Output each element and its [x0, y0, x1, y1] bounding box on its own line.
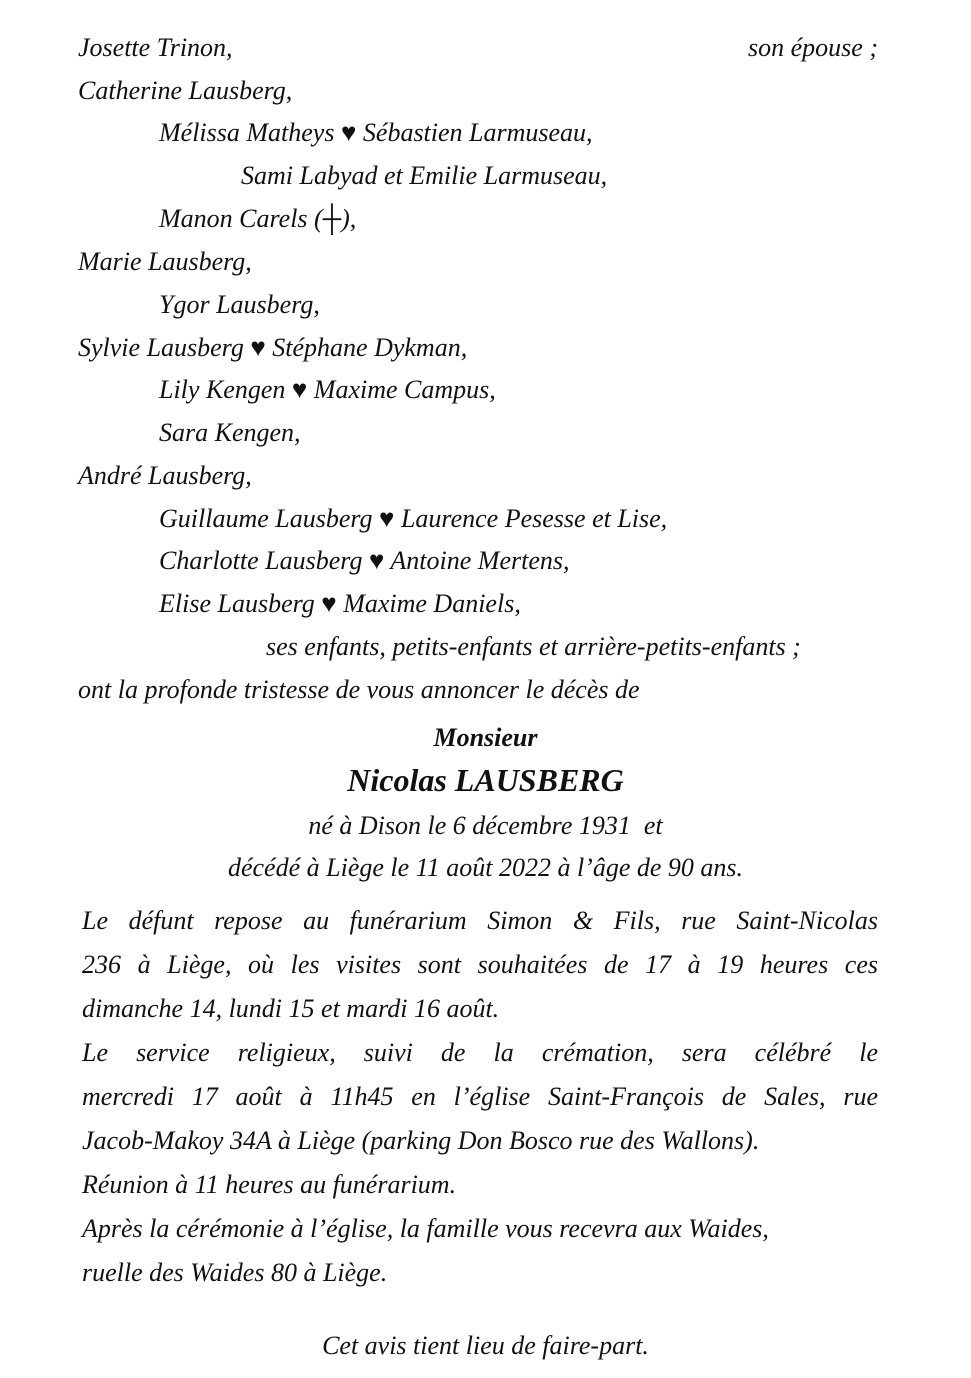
- details-line: ruelle des Waides 80 à Liège.: [82, 1258, 388, 1287]
- family-line: Ygor Lausberg,: [159, 290, 320, 319]
- footer-note: Cet avis tient lieu de faire-part.: [322, 1331, 649, 1360]
- deceased-name: Nicolas LAUSBERG: [347, 762, 624, 798]
- deceased-death: décédé à Liège le 11 août 2022 à l’âge de 90 ans.: [227, 853, 744, 882]
- details-line: Après la cérémonie à l’église, la famille vous recevra aux Waides,: [82, 1214, 769, 1243]
- family-line: Elise Lausberg ♥ Maxime Daniels,: [159, 589, 521, 618]
- details-line: Le défunt repose au funérarium Simon & Fils, rue Saint-Nicolas: [82, 906, 878, 935]
- family-line: Marie Lausberg,: [78, 247, 252, 276]
- details-line: 236 à Liège, où les visites sont souhaitées de 17 à 19 heures ces: [82, 950, 878, 979]
- details-paragraph: [82, 899, 878, 1295]
- family-line: André Lausberg,: [78, 461, 252, 490]
- family-line: Charlotte Lausberg ♥ Antoine Mertens,: [159, 546, 570, 575]
- family-line: Guillaume Lausberg ♥ Laurence Pesesse et Lise,: [159, 504, 668, 533]
- deceased-title: Monsieur: [433, 723, 538, 752]
- family-line: Sara Kengen,: [159, 418, 301, 447]
- family-line: Sylvie Lausberg ♥ Stéphane Dykman,: [78, 333, 468, 362]
- relation-summary: ses enfants, petits-enfants et arrière-petits-enfants ;: [266, 632, 801, 661]
- announcement: ont la profonde tristesse de vous annoncer le décès de: [78, 675, 640, 704]
- deceased-birth: né à Dison le 6 décembre 1931 et: [308, 811, 663, 840]
- family-line: Sami Labyad et Emilie Larmuseau,: [241, 161, 608, 190]
- details-line: Réunion à 11 heures au funérarium.: [82, 1170, 457, 1199]
- spouse-role: son épouse ;: [748, 33, 878, 62]
- family-line: Mélissa Matheys ♥ Sébastien Larmuseau,: [159, 118, 593, 147]
- details-line: dimanche 14, lundi 15 et mardi 16 août.: [82, 994, 500, 1023]
- details-line: mercredi 17 août à 11h45 en l’église Saint-François de Sales, rue: [82, 1082, 878, 1111]
- family-line: Catherine Lausberg,: [78, 76, 293, 105]
- family-line: Lily Kengen ♥ Maxime Campus,: [159, 375, 496, 404]
- spouse-name: Josette Trinon,: [78, 33, 233, 62]
- details-line: Le service religieux, suivi de la crémation, sera célébré le: [82, 1038, 878, 1067]
- family-line: Manon Carels (┼),: [159, 204, 357, 233]
- details-line: Jacob-Makoy 34A à Liège (parking Don Bosco rue des Wallons).: [82, 1126, 760, 1155]
